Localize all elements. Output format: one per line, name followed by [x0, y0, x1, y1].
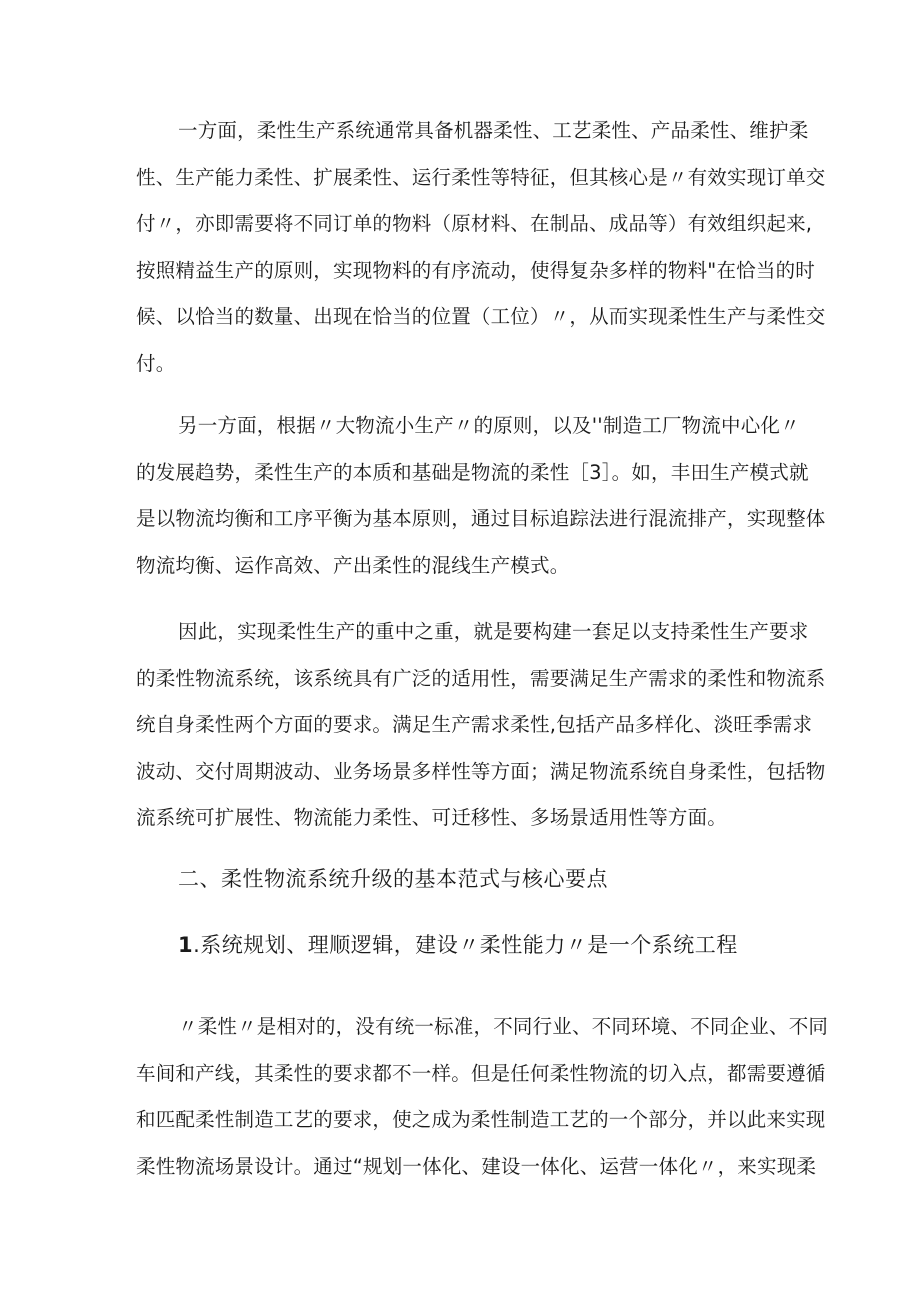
paragraph-line: 的柔性物流系统，该系统具有广泛的适用性，需要满足生产需求的柔性和物流系: [136, 666, 826, 690]
paragraph-line: 是以物流均衡和工序平衡为基本原则，通过目标追踪法进行混流排产，实现整体: [136, 507, 826, 530]
paragraph-line: 性、生产能力柔性、扩展柔性、运行柔性等特征，但其核心是〃有效实现订单交: [136, 165, 826, 189]
sub-heading: [178, 930, 738, 960]
paragraph-line: 柔性物流场景设计。通过“规划一体化、建设一体化、运营一体化〃，来实现柔: [136, 1154, 817, 1178]
paragraph-line: 另一方面，根据〃大物流小生产〃的原则，以及''制造工厂物流中心化〃: [178, 414, 800, 437]
paragraph-line: 〃柔性〃是相对的，没有统一标准，不同行业、不同环境、不同企业、不同: [178, 1015, 829, 1038]
paragraph-line: 和匹配柔性制造工艺的要求，使之成为柔性制造工艺的一个部分，并以此来实现: [136, 1108, 826, 1131]
paragraph-line: 流系统可扩展性、物流能力柔性、可迁移性、多场景适用性等方面。: [136, 806, 728, 829]
paragraph-logistics-flexibility: [136, 403, 826, 589]
paragraph-line: 一方面，柔性生产系统通常具备机器柔性、工艺柔性、产品柔性、维护柔: [178, 119, 809, 142]
sub-heading-number: 1: [178, 933, 194, 957]
paragraph-line: 按照精益生产的原则，实现物料的有序流动，使得复杂多样的物料"在恰当的时: [136, 258, 815, 282]
paragraph-line: 候、以恰当的数量、出现在恰当的位置（工位）〃，从而实现柔性生产与柔性交: [136, 305, 826, 328]
paragraph-line: 统自身柔性两个方面的要求。满足生产需求柔性,包括产品多样化、淡旺季需求: [136, 713, 813, 736]
paragraph-flexible-production: [136, 108, 826, 387]
paragraph-line: 波动、交付周期波动、业务场景多样性等方面；满足物流系统自身柔性，包括物: [136, 759, 826, 783]
paragraph-line: 车间和产线，其柔性的要求都不一样。但是任何柔性物流的切入点，都需要遵循: [136, 1061, 826, 1085]
paragraph-line: 物流均衡、运作高效、产出柔性的混线生产模式。: [136, 553, 570, 577]
paragraph-flexibility-relative: [136, 1004, 829, 1190]
sub-heading-text: .系统规划、理顺逻辑，建设〃柔性能力〃是一个系统工程: [193, 933, 738, 957]
section-heading: 二、柔性物流系统升级的基本范式与核心要点: [178, 867, 608, 891]
paragraph-line: 因此，实现柔性生产的重中之重，就是要构建一套足以支持柔性生产要求: [178, 620, 809, 643]
paragraph-flexible-logistics-system: [136, 609, 826, 842]
paragraph-line: 付〃，亦即需要将不同订单的物料（原材料、在制品、成品等）有效组织起来,: [136, 212, 813, 235]
paragraph-line: 的发展趋势，柔性生产的本质和基础是物流的柔性［3］。如，丰田生产模式就: [136, 460, 809, 484]
paragraph-line: 付。: [136, 351, 176, 375]
